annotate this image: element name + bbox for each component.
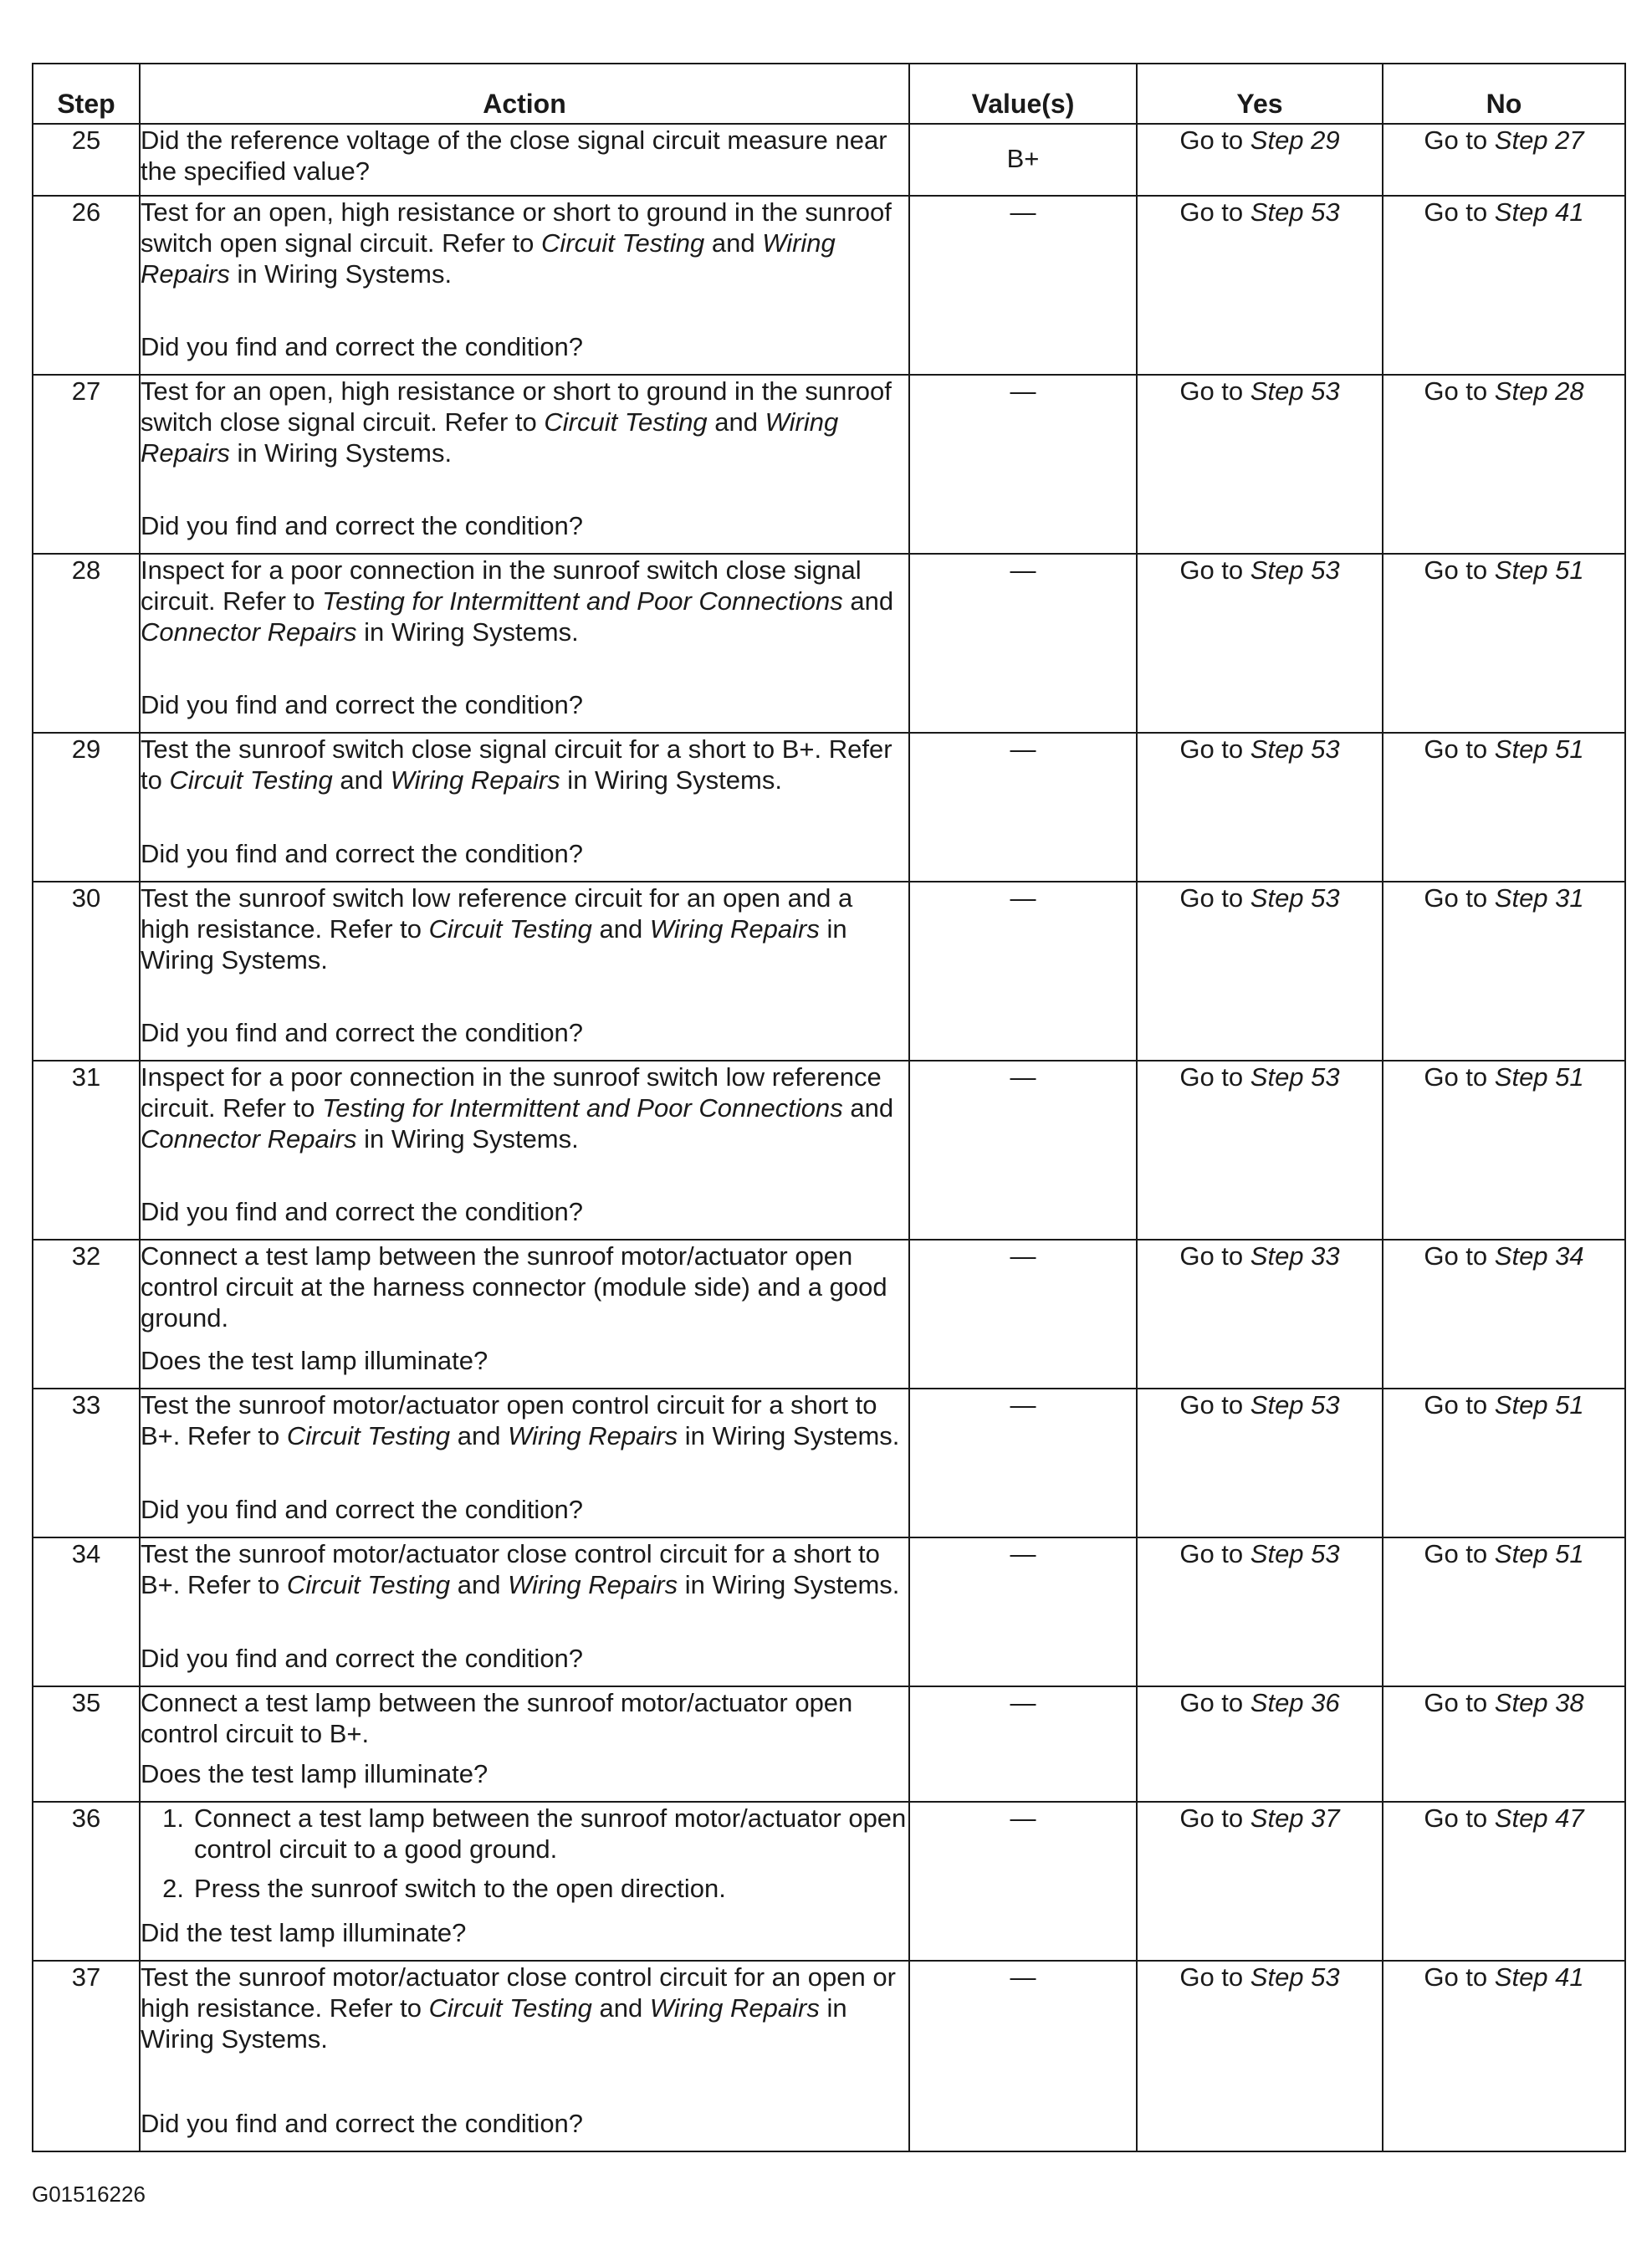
step-number: 27 xyxy=(33,375,140,554)
step-number: 28 xyxy=(33,554,140,733)
step-number: 30 xyxy=(33,882,140,1061)
value-cell: — xyxy=(909,1389,1137,1537)
action-cell xyxy=(140,554,909,733)
action-text xyxy=(141,734,908,795)
no-step-reference: Step 51 xyxy=(1494,1539,1584,1568)
action-cell xyxy=(140,196,909,375)
step-number: 31 xyxy=(33,1061,140,1240)
action-cell xyxy=(140,733,909,882)
yes-outcome xyxy=(1137,882,1383,1061)
action-text xyxy=(141,1962,908,2054)
no-step-reference: Step 51 xyxy=(1494,555,1584,585)
no-goto-label: Go to xyxy=(1424,883,1495,913)
action-cell xyxy=(140,124,909,196)
action-text xyxy=(141,1241,908,1333)
yes-outcome xyxy=(1137,1389,1383,1537)
reference-link-text: Wiring Repairs xyxy=(649,914,820,944)
table-row xyxy=(33,1537,1625,1686)
no-goto-label: Go to xyxy=(1424,125,1495,155)
table-row xyxy=(33,124,1625,196)
no-outcome xyxy=(1383,1240,1625,1389)
no-goto-label: Go to xyxy=(1424,197,1495,227)
action-cell xyxy=(140,375,909,554)
no-step-reference: Step 41 xyxy=(1494,1962,1584,1992)
action-text-segment: in Wiring Systems. xyxy=(229,259,453,289)
action-text xyxy=(141,1687,908,1749)
step-number: 33 xyxy=(33,1389,140,1537)
action-question: Did you find and correct the condition? xyxy=(141,690,584,719)
action-question: Does the test lamp illuminate? xyxy=(141,1346,488,1375)
list-item-text: Connect a test lamp between the sunroof motor/actuator open control circuit to a good ground. xyxy=(194,1803,907,1864)
action-question: Did you find and correct the condition? xyxy=(141,1197,584,1226)
no-step-reference: Step 27 xyxy=(1494,125,1584,155)
no-step-reference: Step 51 xyxy=(1494,1062,1584,1092)
yes-outcome xyxy=(1137,733,1383,882)
value-cell: — xyxy=(909,554,1137,733)
action-text xyxy=(141,555,908,647)
yes-step-reference: Step 53 xyxy=(1250,555,1340,585)
action-question: Did the test lamp illuminate? xyxy=(141,1918,467,1947)
reference-link-text: Circuit Testing xyxy=(286,1570,451,1599)
yes-step-reference: Step 29 xyxy=(1250,125,1340,155)
value-cell: — xyxy=(909,882,1137,1061)
action-text-segment: in Wiring Systems. xyxy=(141,1993,847,2054)
value-cell: — xyxy=(909,733,1137,882)
yes-goto-label: Go to xyxy=(1179,555,1251,585)
diagnostic-table xyxy=(32,63,1626,2152)
action-text-segment: and xyxy=(591,1993,650,2023)
reference-link-text: Connector Repairs xyxy=(141,1124,357,1154)
yes-outcome xyxy=(1137,1240,1383,1389)
list-item-number: 1. xyxy=(162,1803,184,1833)
no-goto-label: Go to xyxy=(1424,1962,1495,1992)
action-text-segment: Test for an open, high resistance or short to ground in the sunroof switch open signal circuit. Refer to xyxy=(141,197,892,258)
action-question: Did you find and correct the condition? xyxy=(141,1495,584,1524)
no-outcome xyxy=(1383,1389,1625,1537)
no-step-reference: Step 28 xyxy=(1494,376,1584,406)
yes-goto-label: Go to xyxy=(1179,125,1251,155)
action-question: Did you find and correct the condition? xyxy=(141,1644,584,1673)
no-goto-label: Go to xyxy=(1424,376,1495,406)
reference-link-text: Wiring Repairs xyxy=(508,1421,678,1450)
yes-outcome xyxy=(1137,554,1383,733)
yes-outcome xyxy=(1137,1061,1383,1240)
action-text-segment: in Wiring Systems. xyxy=(229,438,453,468)
yes-goto-label: Go to xyxy=(1179,1803,1251,1833)
step-number: 25 xyxy=(33,124,140,196)
yes-goto-label: Go to xyxy=(1179,1962,1251,1992)
action-text-segment: Test the sunroof switch low reference circuit for an open and a high resistance. Refer to xyxy=(141,883,853,944)
action-text xyxy=(141,882,908,975)
no-step-reference: Step 38 xyxy=(1494,1688,1584,1717)
no-outcome xyxy=(1383,124,1625,196)
no-goto-label: Go to xyxy=(1424,734,1495,764)
no-goto-label: Go to xyxy=(1424,555,1495,585)
no-goto-label: Go to xyxy=(1424,1539,1495,1568)
yes-step-reference: Step 33 xyxy=(1250,1241,1340,1271)
header-row xyxy=(33,64,1625,124)
action-text xyxy=(141,376,908,468)
yes-goto-label: Go to xyxy=(1179,1241,1251,1271)
step-number: 32 xyxy=(33,1240,140,1389)
no-step-reference: Step 34 xyxy=(1494,1241,1584,1271)
values-column-header: Value(s) xyxy=(909,64,1137,124)
action-question: Did you find and correct the condition? xyxy=(141,332,584,361)
table-row xyxy=(33,554,1625,733)
yes-step-reference: Step 53 xyxy=(1250,1539,1340,1568)
list-item xyxy=(141,1873,908,1904)
no-column-header: No xyxy=(1383,64,1625,124)
table-row xyxy=(33,1061,1625,1240)
action-question: Did you find and correct the condition? xyxy=(141,2109,584,2138)
table-row xyxy=(33,196,1625,375)
action-text-segment: Connect a test lamp between the sunroof motor/actuator open control circuit at the harness connector (module side) and a good ground. xyxy=(141,1241,887,1333)
reference-link-text: Wiring Repairs xyxy=(508,1570,678,1599)
action-text-segment: in Wiring Systems. xyxy=(560,765,782,795)
step-number: 26 xyxy=(33,196,140,375)
action-text-segment: and xyxy=(707,407,765,437)
figure-id: G01516226 xyxy=(32,2182,146,2207)
table-body xyxy=(33,124,1625,2151)
yes-column-header: Yes xyxy=(1137,64,1383,124)
yes-step-reference: Step 53 xyxy=(1250,883,1340,913)
action-text-segment: Connect a test lamp between the sunroof motor/actuator open control circuit to B+. xyxy=(141,1688,853,1748)
list-item-text: Press the sunroof switch to the open direction. xyxy=(194,1874,726,1903)
no-outcome xyxy=(1383,1061,1625,1240)
yes-goto-label: Go to xyxy=(1179,1062,1251,1092)
table-row xyxy=(33,1389,1625,1537)
step-number: 37 xyxy=(33,1961,140,2151)
action-text xyxy=(141,197,908,289)
table-row xyxy=(33,882,1625,1061)
reference-link-text: Testing for Intermittent and Poor Connections xyxy=(322,1093,843,1123)
action-column-header: Action xyxy=(140,64,909,124)
action-text-segment: Test the sunroof motor/actuator close control circuit for a short to B+. Refer to xyxy=(141,1539,880,1599)
action-cell xyxy=(140,882,909,1061)
no-goto-label: Go to xyxy=(1424,1803,1495,1833)
yes-step-reference: Step 36 xyxy=(1250,1688,1340,1717)
step-number: 29 xyxy=(33,733,140,882)
action-text-segment: Inspect for a poor connection in the sunroof switch low reference circuit. Refer to xyxy=(141,1062,882,1123)
action-text-segment: and xyxy=(450,1421,509,1450)
action-text-segment: in Wiring Systems. xyxy=(141,914,847,975)
reference-link-text: Circuit Testing xyxy=(544,407,708,437)
reference-link-text: Wiring Repairs xyxy=(649,1993,820,2023)
value-cell: — xyxy=(909,1961,1137,2151)
yes-outcome xyxy=(1137,1537,1383,1686)
action-text xyxy=(141,1061,908,1154)
action-text-segment: Test the sunroof motor/actuator open control circuit for a short to B+. Refer to xyxy=(141,1390,877,1450)
value-cell: B+ xyxy=(909,124,1137,196)
table-row xyxy=(33,733,1625,882)
reference-link-text: Testing for Intermittent and Poor Connections xyxy=(322,586,843,616)
list-item xyxy=(141,1803,908,1865)
action-text xyxy=(141,125,908,187)
reference-link-text: Wiring Repairs xyxy=(390,765,560,795)
action-text xyxy=(141,1538,908,1600)
yes-outcome xyxy=(1137,124,1383,196)
value-cell: — xyxy=(909,1686,1137,1802)
action-text xyxy=(141,1803,908,1912)
value-cell: — xyxy=(909,375,1137,554)
action-text-segment: in Wiring Systems. xyxy=(356,1124,579,1154)
reference-link-text: Circuit Testing xyxy=(428,914,592,944)
action-text-segment: Test the sunroof motor/actuator close control circuit for an open or high resistance. Refer to xyxy=(141,1962,896,2023)
action-text-segment: and xyxy=(450,1570,509,1599)
no-outcome xyxy=(1383,375,1625,554)
table-row xyxy=(33,1240,1625,1389)
yes-step-reference: Step 53 xyxy=(1250,1062,1340,1092)
step-number: 35 xyxy=(33,1686,140,1802)
action-cell xyxy=(140,1240,909,1389)
step-number: 36 xyxy=(33,1802,140,1961)
yes-outcome xyxy=(1137,1686,1383,1802)
yes-step-reference: Step 53 xyxy=(1250,734,1340,764)
action-cell xyxy=(140,1537,909,1686)
table-row xyxy=(33,1802,1625,1961)
yes-goto-label: Go to xyxy=(1179,1688,1251,1717)
yes-goto-label: Go to xyxy=(1179,197,1251,227)
reference-link-text: Wiring Repairs xyxy=(141,407,839,468)
yes-outcome xyxy=(1137,1802,1383,1961)
no-goto-label: Go to xyxy=(1424,1390,1495,1420)
reference-link-text: Circuit Testing xyxy=(541,228,705,258)
no-step-reference: Step 47 xyxy=(1494,1803,1584,1833)
action-text-segment: Test the sunroof switch close signal circuit for a short to B+. Refer to xyxy=(141,734,892,795)
reference-link-text: Wiring Repairs xyxy=(141,228,836,289)
value-cell: — xyxy=(909,196,1137,375)
reference-link-text: Circuit Testing xyxy=(286,1421,451,1450)
action-question: Did you find and correct the condition? xyxy=(141,1018,584,1047)
reference-link-text: Circuit Testing xyxy=(169,765,333,795)
no-goto-label: Go to xyxy=(1424,1688,1495,1717)
yes-goto-label: Go to xyxy=(1179,734,1251,764)
action-text-segment: and xyxy=(332,765,391,795)
action-text-segment: in Wiring Systems. xyxy=(678,1570,900,1599)
table-row xyxy=(33,1961,1625,2151)
no-outcome xyxy=(1383,733,1625,882)
action-text-segment: in Wiring Systems. xyxy=(356,617,579,647)
action-text-segment: in Wiring Systems. xyxy=(678,1421,900,1450)
yes-goto-label: Go to xyxy=(1179,1539,1251,1568)
action-cell xyxy=(140,1961,909,2151)
action-question: Does the test lamp illuminate? xyxy=(141,1759,488,1788)
yes-outcome xyxy=(1137,196,1383,375)
no-goto-label: Go to xyxy=(1424,1241,1495,1271)
no-outcome xyxy=(1383,882,1625,1061)
action-text-segment: Inspect for a poor connection in the sunroof switch close signal circuit. Refer to xyxy=(141,555,862,616)
reference-link-text: Connector Repairs xyxy=(141,617,357,647)
no-outcome xyxy=(1383,196,1625,375)
yes-step-reference: Step 53 xyxy=(1250,197,1340,227)
no-outcome xyxy=(1383,554,1625,733)
value-cell: — xyxy=(909,1537,1137,1686)
no-outcome xyxy=(1383,1686,1625,1802)
action-cell xyxy=(140,1686,909,1802)
yes-step-reference: Step 53 xyxy=(1250,1390,1340,1420)
no-step-reference: Step 51 xyxy=(1494,1390,1584,1420)
yes-outcome xyxy=(1137,1961,1383,2151)
reference-link-text: Circuit Testing xyxy=(428,1993,592,2023)
action-cell xyxy=(140,1389,909,1537)
action-text-segment: and xyxy=(591,914,650,944)
action-text-segment: and xyxy=(842,1093,894,1123)
action-text-segment: Did the reference voltage of the close signal circuit measure near the specified value? xyxy=(141,125,887,186)
table-row xyxy=(33,375,1625,554)
action-text-segment: and xyxy=(704,228,763,258)
no-step-reference: Step 41 xyxy=(1494,197,1584,227)
no-outcome xyxy=(1383,1802,1625,1961)
yes-goto-label: Go to xyxy=(1179,1390,1251,1420)
no-step-reference: Step 51 xyxy=(1494,734,1584,764)
action-question: Did you find and correct the condition? xyxy=(141,839,584,868)
action-question: Did you find and correct the condition? xyxy=(141,511,584,540)
step-column-header: Step xyxy=(33,64,140,124)
yes-goto-label: Go to xyxy=(1179,883,1251,913)
no-outcome xyxy=(1383,1537,1625,1686)
numbered-steps xyxy=(141,1803,908,1904)
action-text-segment: Test for an open, high resistance or short to ground in the sunroof switch close signal circuit. Refer to xyxy=(141,376,892,437)
step-number: 34 xyxy=(33,1537,140,1686)
action-text xyxy=(141,1389,908,1451)
table-row xyxy=(33,1686,1625,1802)
value-cell: — xyxy=(909,1240,1137,1389)
yes-step-reference: Step 53 xyxy=(1250,376,1340,406)
yes-step-reference: Step 37 xyxy=(1250,1803,1340,1833)
yes-step-reference: Step 53 xyxy=(1250,1962,1340,1992)
no-goto-label: Go to xyxy=(1424,1062,1495,1092)
value-cell: — xyxy=(909,1061,1137,1240)
action-cell xyxy=(140,1061,909,1240)
value-cell: — xyxy=(909,1802,1137,1961)
no-step-reference: Step 31 xyxy=(1494,883,1584,913)
list-item-number: 2. xyxy=(162,1874,184,1903)
no-outcome xyxy=(1383,1961,1625,2151)
action-cell xyxy=(140,1802,909,1961)
yes-goto-label: Go to xyxy=(1179,376,1251,406)
yes-outcome xyxy=(1137,375,1383,554)
action-text-segment: and xyxy=(842,586,894,616)
